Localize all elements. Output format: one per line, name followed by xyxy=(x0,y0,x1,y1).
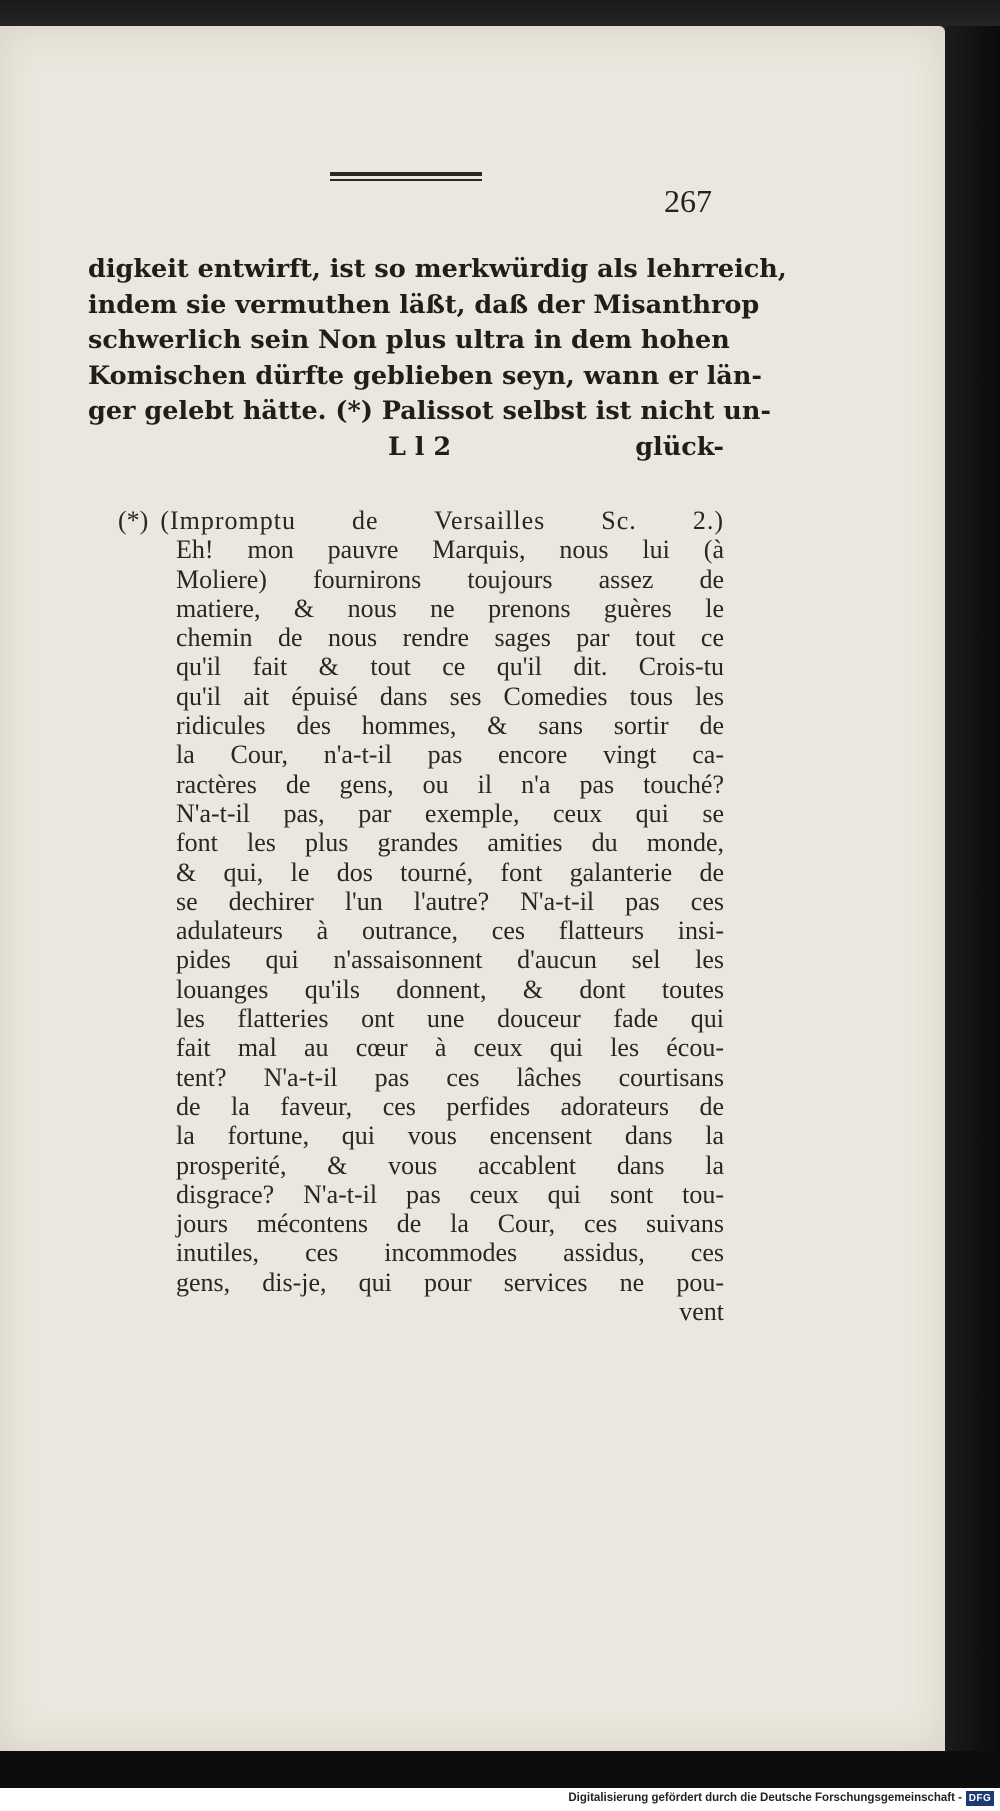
main-text-line: Komischen dürfte geblieben seyn, wann er län- xyxy=(88,360,762,391)
footnote-line: de la faveur, ces perfides adorateurs de xyxy=(176,1091,724,1121)
main-text-line: digkeit entwirft, ist so merkwürdig als lehrreich, xyxy=(88,254,787,284)
footnote-first-line xyxy=(118,506,724,535)
footnote-marker: (*) xyxy=(118,506,149,535)
footnote-line: & qui, le dos tourné, font galanterie de xyxy=(176,857,724,887)
footnote-line: pides qui n'assaisonnent d'aucun sel les xyxy=(176,945,724,975)
footnote-line: la Cour, n'a-t-il pas encore vingt ca- xyxy=(176,740,724,770)
footnote-line: fait mal au cœur à ceux qui les écou- xyxy=(176,1033,724,1063)
footnote-line: Moliere) fournirons toujours assez de xyxy=(176,564,724,594)
footnote-line: la fortune, qui vous encensent dans la xyxy=(176,1121,724,1151)
digitization-credit: Digitalisierung gefördert durch die Deutsche Forschungsgemeinschaft - xyxy=(568,1792,962,1804)
footnote-line: les flatteries ont une douceur fade qui xyxy=(176,1004,724,1034)
footnote-line: qu'il fait & tout ce qu'il dit. Crois-tu xyxy=(176,652,724,682)
digitization-footer xyxy=(0,1788,1000,1811)
main-text-line: indem sie vermuthen läßt, daß der Misanthrop xyxy=(88,289,760,320)
footnote-line: chemin de nous rendre sages par tout ce xyxy=(176,623,724,653)
footnote-line: font les plus grandes amities du monde, xyxy=(176,828,724,858)
footnote-line: adulateurs à outrance, ces flatteurs insi- xyxy=(176,916,724,946)
catchword: glück- xyxy=(635,431,724,462)
dfg-logo: DFG xyxy=(966,1791,994,1806)
footnote-catchword: vent xyxy=(679,1297,724,1327)
main-text-line: ger gelebt hätte. (*) Palissot selbst ist nicht un- xyxy=(88,396,771,426)
footnote-line: Eh! mon pauvre Marquis, nous lui (à xyxy=(176,535,724,565)
footnote-line: se dechirer l'un l'autre? N'a-t-il pas ces xyxy=(176,886,724,916)
footnote-line: matiere, & nous ne prenons guères le xyxy=(176,593,724,623)
page-edge-shadow xyxy=(945,26,1000,1751)
footnote-block xyxy=(118,506,724,1326)
footnote-line: inutiles, ces incommodes assidus, ces xyxy=(176,1238,724,1268)
header-ornament-rule xyxy=(330,172,482,181)
footnote-line: ridicules des hommes, & sans sortir de xyxy=(176,711,724,741)
footnote-line: jours mécontens de la Cour, ces suivans xyxy=(176,1209,724,1239)
signature-mark: L l 2 xyxy=(388,431,452,462)
footnote-line: louanges qu'ils donnent, & dont toutes xyxy=(176,974,724,1004)
footnote-line: qu'il ait épuisé dans ses Comedies tous les xyxy=(176,681,724,711)
footnote-line: prosperité, & vous accablent dans la xyxy=(176,1150,724,1180)
footnote-line: gens, dis-je, qui pour services ne pou- xyxy=(176,1267,724,1297)
footnote-source: (Impromptu de Versailles Sc. 2.) xyxy=(160,506,724,535)
footnote-line: ractères de gens, ou il n'a pas touché? xyxy=(176,769,724,799)
footnote-line: N'a-t-il pas, par exemple, ceux qui se xyxy=(176,798,724,828)
page-number: 267 xyxy=(664,183,712,219)
main-text-block xyxy=(88,252,787,465)
footnote-line: tent? N'a-t-il pas ces lâches courtisans xyxy=(176,1062,724,1092)
signature-line xyxy=(88,430,724,466)
main-text-line: schwerlich sein Non plus ultra in dem hohen xyxy=(88,325,730,355)
footnote-line: disgrace? N'a-t-il pas ceux qui sont tou- xyxy=(176,1179,724,1209)
